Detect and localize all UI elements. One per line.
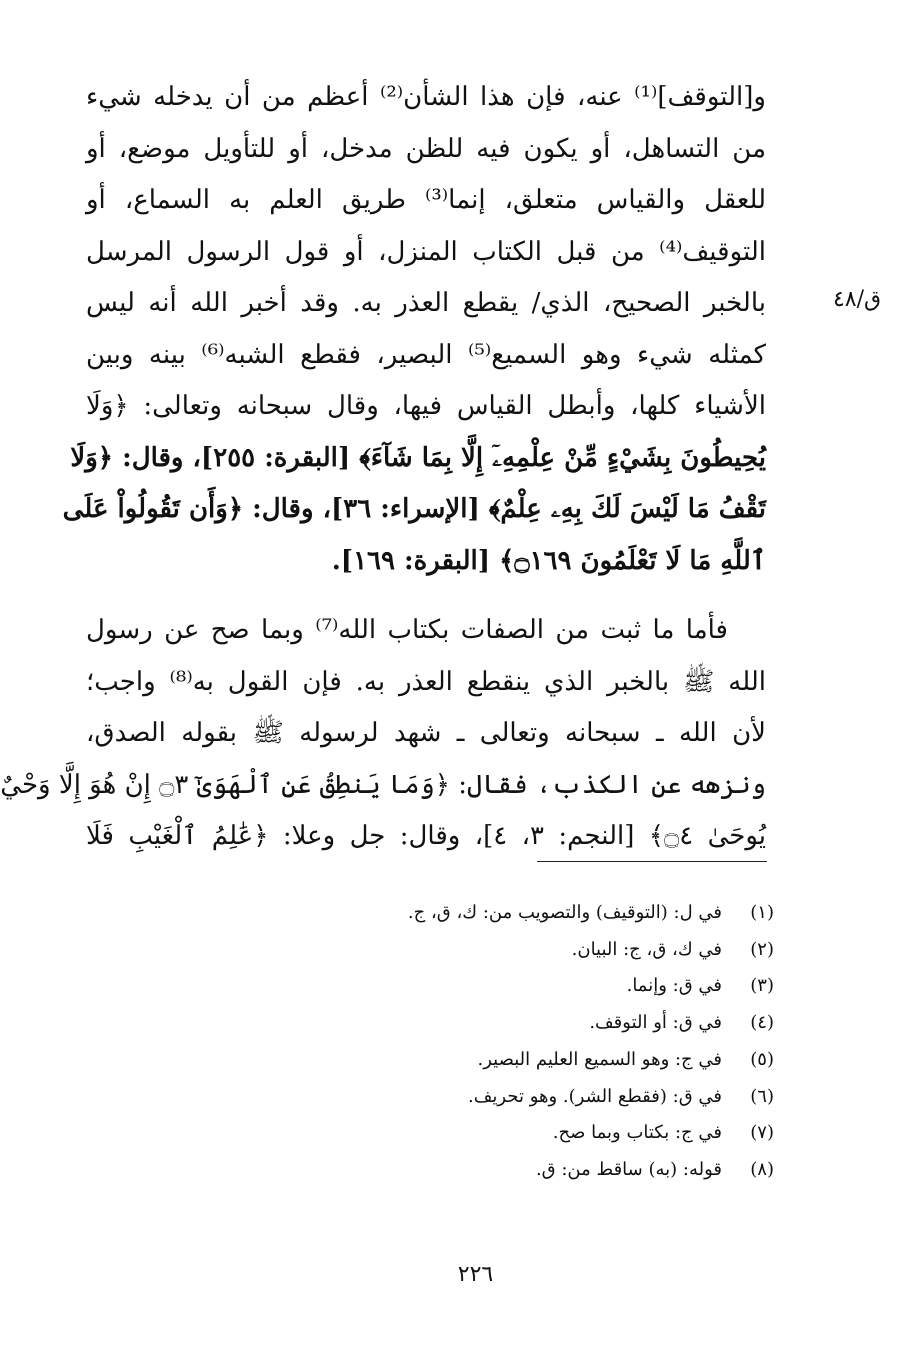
footnote-text: في ق: وإنما. — [626, 975, 722, 997]
text-line: كمثله شيء وهو السميع⁽⁵⁾ البصير، فقطع الشبه⁽⁶⁾ بينه وبين — [86, 339, 766, 370]
footnote-text: في ج: وهو السميع العليم البصير. — [477, 1048, 722, 1070]
text-line: لأن الله ـ سبحانه وتعالى ـ شهد لرسوله ﷺ بقوله الصدق، — [86, 718, 766, 748]
page-number: ٢٢٦ — [457, 1262, 494, 1287]
footnote-number: (٨) — [750, 1158, 774, 1180]
footnote-number: (٥) — [750, 1048, 774, 1070]
text-line: بالخبر الصحيح، الذي/ يقطع العذر به. وقد أخبر الله أنه ليس — [86, 288, 766, 318]
text-line: فأما ما ثبت من الصفات بكتاب الله⁽⁷⁾ وبما صح عن رسول — [86, 615, 728, 645]
footnote-number: (٧) — [750, 1122, 774, 1144]
quran-verse-line: ٱللَّهِ مَا لَا تَعْلَمُونَ ۝١٦٩﴾ [البقرة: ١٦٩]. — [331, 545, 766, 576]
footnote-number: (٦) — [750, 1085, 774, 1107]
text-line: ونزهه عن الكذب، فقال: ﴿وَمَا يَنطِقُ عَنِ ٱلْهَوَىٰٓ ۝٣ إِنْ هُوَ إِلَّا وَحْيٌ — [0, 769, 766, 800]
footnote-item — [234, 895, 774, 932]
footnote-text: في ج: بكتاب وبما صح. — [552, 1122, 722, 1144]
footnote-item — [234, 1005, 774, 1042]
text-line: التوقيف⁽⁴⁾ من قبل الكتاب المنزل، أو قول الرسول المرسل — [86, 236, 766, 267]
text-line: من التساهل، أو يكون فيه للظن مدخل، أو للتأويل موضع، أو — [86, 133, 766, 164]
footnote-text: قوله: (به) ساقط من: ق. — [535, 1158, 722, 1180]
text-line: الأشياء كلها، وأبطل القياس فيها، وقال سبحانه وتعالى: ﴿وَلَا — [86, 391, 766, 421]
footnote-item — [234, 1115, 774, 1152]
footnote-separator — [537, 861, 767, 862]
text-line: و[التوقف]⁽¹⁾ عنه، فإن هذا الشأن⁽²⁾ أعظم من أن يدخله شيء — [86, 82, 766, 112]
footnote-item — [234, 932, 774, 969]
footnote-item — [234, 1152, 774, 1189]
footnote-number: (١) — [750, 902, 774, 923]
footnote-text: في ل: (التوقيف) والتصويب من: ك، ق، ج. — [407, 902, 722, 923]
quran-verse-line: يُحِيطُونَ بِشَيْءٍ مِّنْ عِلْمِهِۦٓ إِلَّا بِمَا شَآءَ﴾ [البقرة: ٢٥٥]، وقال: ﴿وَلَا — [70, 442, 766, 473]
footnote-text: في ك، ق، ج: البيان. — [571, 938, 722, 960]
footnote-item — [234, 968, 774, 1005]
footnote-text: في ق: أو التوقف. — [589, 1012, 722, 1034]
text-line: للعقل والقياس متعلق، إنما⁽³⁾ طريق العلم به السماع، أو — [86, 185, 766, 215]
footnote-number: (٢) — [750, 938, 774, 960]
footnote-item — [234, 1042, 774, 1079]
footnote-text: في ق: (فقطع الشر). وهو تحريف. — [468, 1085, 722, 1107]
text-line: يُوحَىٰ ۝٤﴾ [النجم: ٣، ٤]، وقال: جل وعلا: ﴿عَٰلِمُ ٱلْغَيْبِ فَلَا — [86, 821, 767, 851]
margin-manuscript-reference: ق/٤٨ — [832, 287, 882, 312]
footnote-number: (٣) — [750, 975, 774, 997]
footnote-number: (٤) — [750, 1012, 774, 1034]
paragraph-gap — [86, 587, 766, 605]
footnotes-list — [234, 895, 774, 1189]
quran-verse-line: تَقْفُ مَا لَيْسَ لَكَ بِهِۦ عِلْمٌ﴾ [الإسراء: ٣٦]، وقال: ﴿وَأَن تَقُولُواْ عَلَى — [62, 494, 766, 524]
main-text-block — [0, 72, 767, 863]
text-line: الله ﷺ بالخبر الذي ينقطع العذر به. فإن القول به⁽⁸⁾ واجب؛ — [86, 666, 766, 697]
footnote-item — [234, 1079, 774, 1116]
